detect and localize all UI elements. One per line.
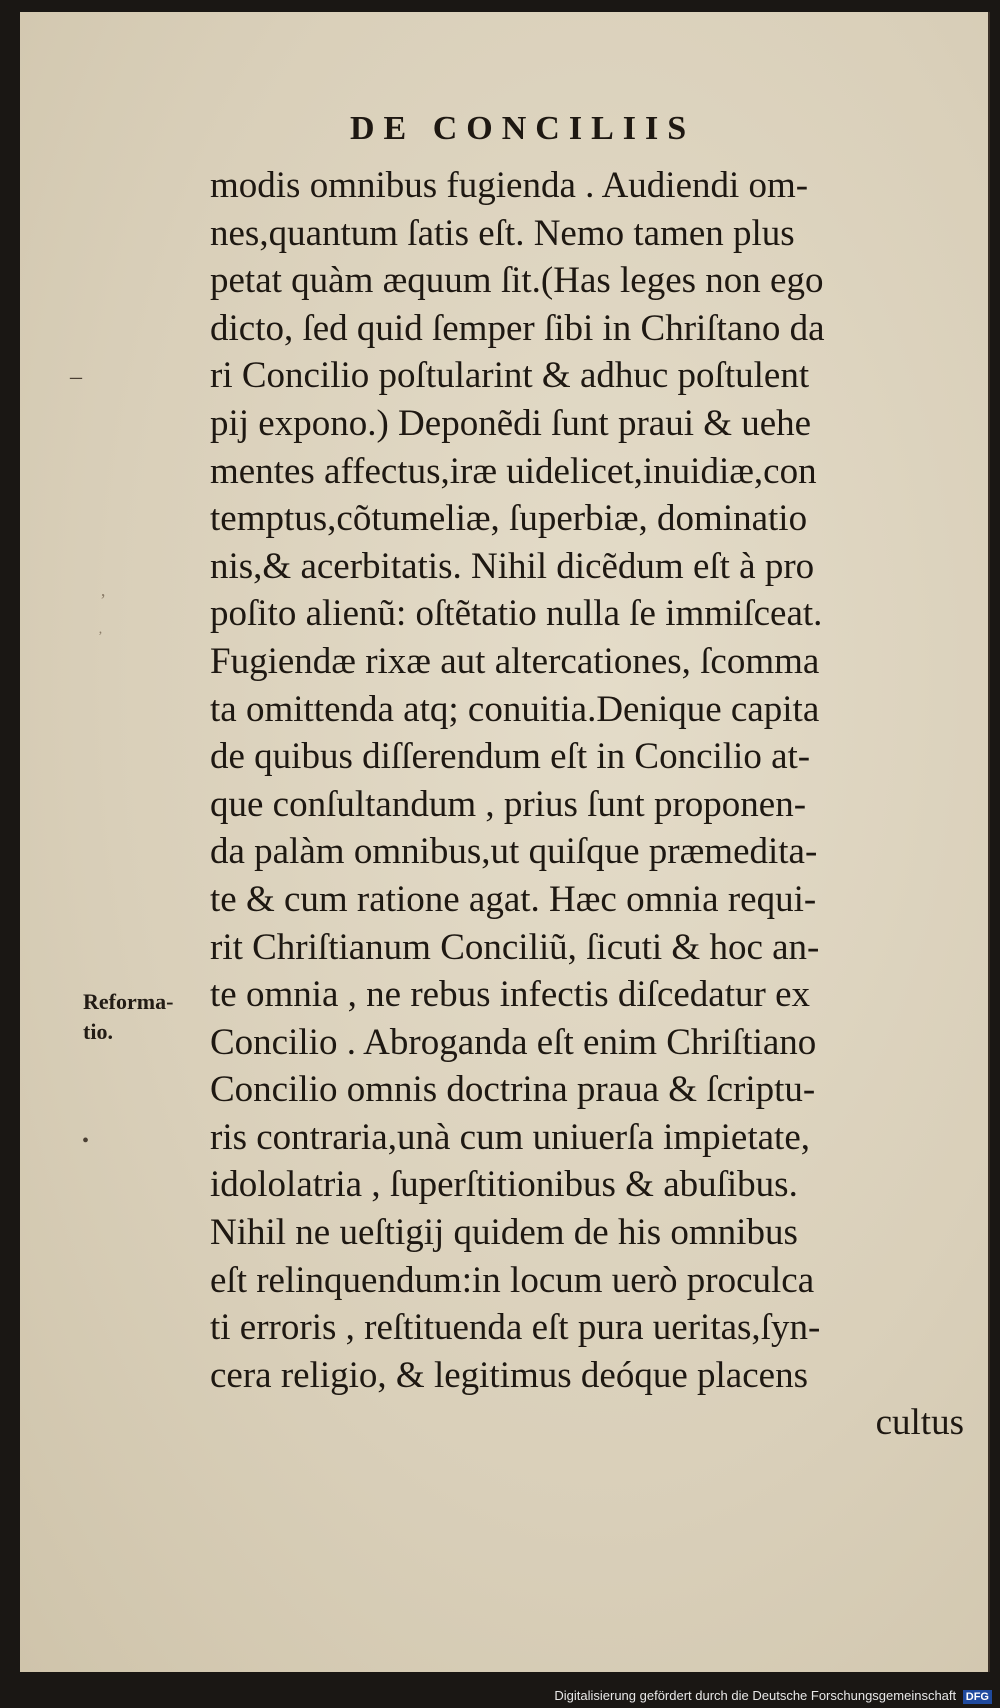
running-head: DE CONCILIIS <box>350 110 696 147</box>
digitization-footer <box>554 1688 992 1704</box>
text-line: pij expono.) Deponẽdi ſunt praui & uehe <box>210 402 812 444</box>
footer-text: Digitalisierung gefördert durch die Deutsche Forschungsgemeinschaft <box>554 1688 957 1703</box>
text-line: da palàm omnibus,ut quiſque præmedita- <box>210 831 818 873</box>
text-line: que conſultandum , prius ſunt proponen‑ <box>210 783 807 825</box>
text-line: ti erroris , reſtituenda eſt pura ueritas,ſyn‑ <box>210 1307 821 1349</box>
text-line: rit Chriſtianum Conciliũ, ſicuti & hoc an- <box>210 926 820 968</box>
text-line: nes,quantum ſatis eſt. Nemo tamen plus <box>210 212 795 254</box>
text-line: Concilio . Abroganda eſt enim Chriſtiano <box>210 1021 817 1063</box>
text-line: mentes affectus,iræ uidelicet,inuidiæ,con <box>210 450 817 492</box>
text-line: Concilio omnis doctrina praua & ſcriptu‑ <box>210 1069 816 1111</box>
text-line: Fugiendæ rixæ aut altercationes, ſcomma <box>210 640 820 682</box>
book-page <box>20 12 990 1672</box>
margin-ink-mark: ‚ <box>98 622 103 637</box>
text-line: eſt relinquendum:in locum uerò proculca <box>210 1259 815 1301</box>
marginal-note-line: Reforma- <box>83 989 174 1014</box>
text-line: modis omnibus fugienda . Audiendi om‑ <box>210 165 809 206</box>
marginal-note-line: tio. <box>83 1019 113 1044</box>
text-line: petat quàm æquum ſit.(Has leges non ego <box>210 260 824 302</box>
marginal-note <box>83 987 173 1047</box>
text-line: ris contraria,unà cum uniuerſa impietate, <box>210 1116 810 1158</box>
text-line: poſito alienũ: oſtẽtatio nulla ſe immiſceat. <box>210 593 823 635</box>
text-line: nis,& acerbitatis. Nihil dicẽdum eſt à pro <box>210 545 815 587</box>
text-line: ri Concilio poſtularint & adhuc poſtulent <box>210 355 810 397</box>
text-line: te & cum ratione agat. Hæc omnia requi‑ <box>210 878 817 920</box>
dfg-logo: DFG <box>963 1690 992 1704</box>
text-line: idololatria , ſuperſtitionibus & abuſibus. <box>210 1164 798 1206</box>
text-line: de quibus diſſerendum eſt in Concilio at‑ <box>210 736 811 778</box>
margin-dash-mark: – <box>70 364 82 390</box>
margin-ink-mark: ’ <box>100 590 106 610</box>
text-line: te omnia , ne rebus infectis diſcedatur ex <box>210 974 811 1016</box>
catchword: cultus <box>875 1402 964 1444</box>
text-line: Nihil ne ueſtigij quidem de his omnibus <box>210 1212 798 1254</box>
text-line: dicto, ſed quid ſemper ſibi in Chriſtano da <box>210 307 825 349</box>
body-text <box>210 162 970 1447</box>
text-line: temptus,cõtumeliæ, ſuperbiæ, dominatio <box>210 498 808 540</box>
text-line: ta omittenda atq; conuitia.Denique capita <box>210 688 820 730</box>
margin-dot-mark: • <box>82 1130 90 1152</box>
text-line: cera religio, & legitimus deóque placens <box>210 1354 808 1396</box>
